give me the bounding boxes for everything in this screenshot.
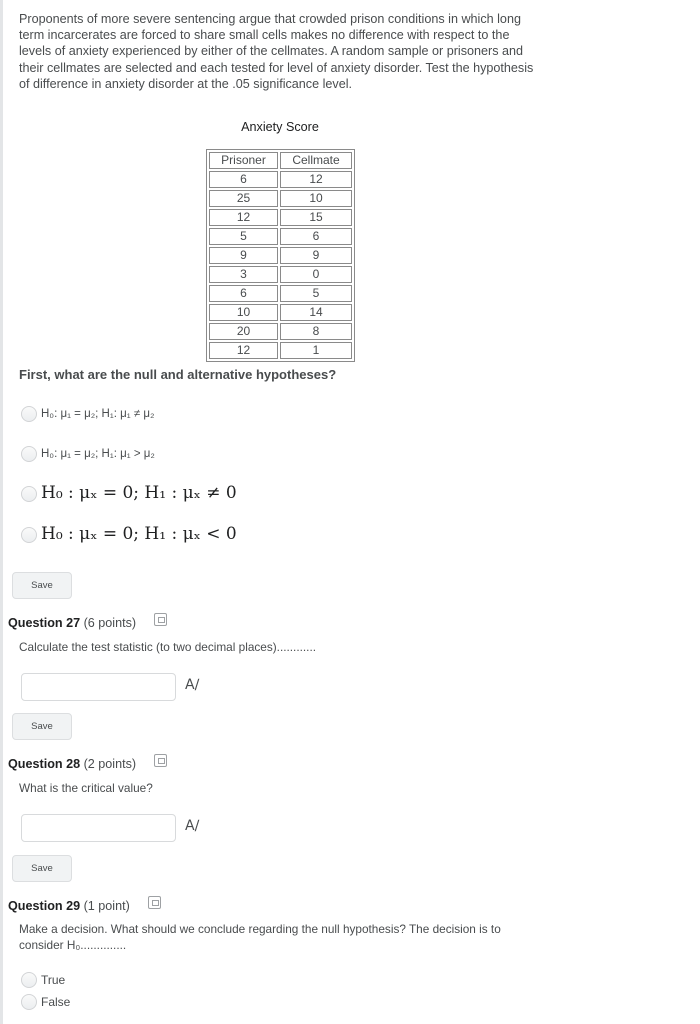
prisoner-score-cell: 3 (209, 266, 278, 283)
q26-save-button[interactable]: Save (12, 572, 72, 599)
cellmate-score-cell: 10 (280, 190, 352, 207)
prisoner-score-cell: 10 (209, 304, 278, 321)
cellmate-score-cell: 8 (280, 323, 352, 340)
q28-points: (2 points) (83, 757, 137, 771)
q26-option-2-label: H₀: μ₁ = μ₂; H₁: μ₁ > μ₂ (41, 448, 155, 460)
table-row (209, 285, 352, 302)
column-header-cellmate: Cellmate (280, 152, 352, 169)
prisoner-score-cell: 9 (209, 247, 278, 264)
q26-question-text: First, what are the null and alternative hypotheses? (19, 367, 337, 382)
q28-answer-input[interactable] (21, 814, 176, 842)
q28-header (8, 757, 136, 771)
q27-points: (6 points) (83, 616, 137, 630)
prisoner-score-cell: 6 (209, 285, 278, 302)
q27-answer-input[interactable] (21, 673, 176, 701)
q29-points: (1 point) (83, 899, 130, 913)
table-row (209, 304, 352, 321)
q27-save-button[interactable]: Save (12, 713, 72, 740)
q29-option-true-label: True (41, 973, 66, 987)
prisoner-score-cell: 5 (209, 228, 278, 245)
cellmate-score-cell: 15 (280, 209, 352, 226)
prisoner-score-cell: 20 (209, 323, 278, 340)
prisoner-score-cell: 25 (209, 190, 278, 207)
q29-option-true-radio[interactable] (21, 972, 37, 988)
q26-option-1-radio[interactable] (21, 406, 37, 422)
cellmate-score-cell: 0 (280, 266, 352, 283)
q29-question-text: Make a decision. What should we conclude regarding the null hypothesis? The decision is to consider H₀.............. (19, 922, 501, 952)
q27-title: Question 27 (8, 616, 81, 630)
cellmate-score-cell: 1 (280, 342, 352, 359)
cellmate-score-cell: 9 (280, 247, 352, 264)
table-row (209, 171, 352, 188)
table-row (209, 266, 352, 283)
q27-question-text: Calculate the test statistic (to two decimal places)............ (19, 640, 317, 654)
prisoner-score-cell: 12 (209, 342, 278, 359)
q28-title: Question 28 (8, 757, 81, 771)
q26-option-4-label: H₀ : μₓ = 0; H₁ : μₓ < 0 (41, 524, 237, 544)
cellmate-score-cell: 6 (280, 228, 352, 245)
q29-header (8, 899, 130, 913)
q26-option-4-radio[interactable] (21, 527, 37, 543)
page-left-border (0, 0, 3, 1024)
table-title: Anxiety Score (241, 120, 319, 134)
column-header-prisoner: Prisoner (209, 152, 278, 169)
table-row (209, 247, 352, 264)
flag-icon[interactable] (154, 754, 167, 767)
q28-save-button[interactable]: Save (12, 855, 72, 882)
q29-title: Question 29 (8, 899, 81, 913)
prisoner-score-cell: 6 (209, 171, 278, 188)
q26-option-1-label: H₀: μ₁ = μ₂; H₁: μ₁ ≠ μ₂ (41, 408, 155, 420)
q26-option-2-radio[interactable] (21, 446, 37, 462)
table-row (209, 323, 352, 340)
q29-option-false-label: False (41, 995, 71, 1009)
table-row (209, 209, 352, 226)
table-row (209, 228, 352, 245)
anxiety-score-table (206, 149, 355, 362)
flag-icon[interactable] (154, 613, 167, 626)
q29-option-false-radio[interactable] (21, 994, 37, 1010)
cellmate-score-cell: 12 (280, 171, 352, 188)
q26-option-3-label: H₀ : μₓ = 0; H₁ : μₓ ≠ 0 (41, 483, 237, 503)
spellcheck-icon[interactable]: A∕ (185, 677, 200, 693)
spellcheck-icon[interactable]: A∕ (185, 818, 200, 834)
cellmate-score-cell: 5 (280, 285, 352, 302)
q27-header (8, 616, 136, 630)
prisoner-score-cell: 12 (209, 209, 278, 226)
question-prompt: Proponents of more severe sentencing argue that crowded prison conditions in which long term incarcerates are forced to share small cells makes no difference with respect to the levels of anxiety experienced by either of the cellmates. A random sample or prisoners and their cellmates are selected and each tested for level of anxiety disorder. Test the hypothesis of difference in anxiety disorder at the .05 significance level. (19, 12, 534, 91)
cellmate-score-cell: 14 (280, 304, 352, 321)
q28-question-text: What is the critical value? (19, 781, 153, 795)
table-row (209, 190, 352, 207)
flag-icon[interactable] (148, 896, 161, 909)
q26-option-3-radio[interactable] (21, 486, 37, 502)
table-row (209, 342, 352, 359)
